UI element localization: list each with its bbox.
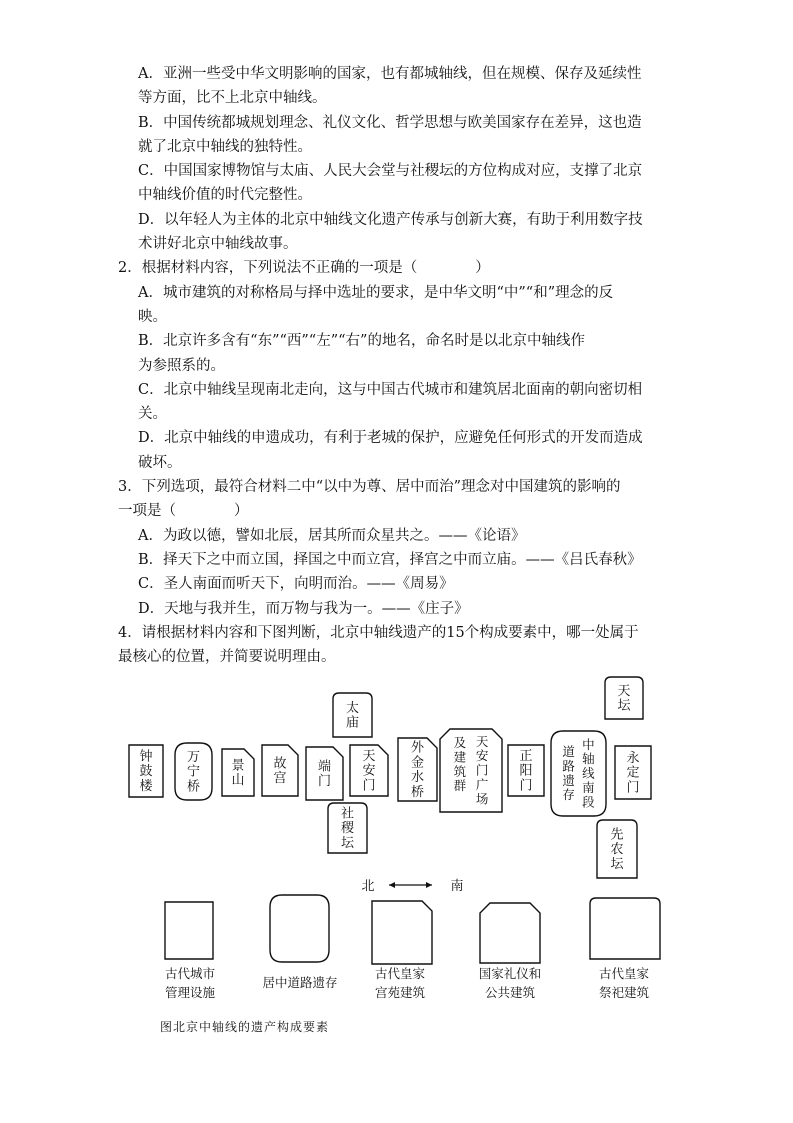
element-tiananmen-label-char: 门 [362, 778, 376, 794]
element-gugong-label-char: 宫 [273, 771, 287, 787]
legend-item-palace [372, 901, 432, 1000]
heritage-elements [129, 677, 651, 878]
element-guangchang-col1-char: 场 [475, 791, 489, 807]
element-nanduan-col1-char: 轴 [582, 751, 595, 767]
legend-label-road-line1: 居中道路遗存 [262, 975, 338, 990]
element-zhengyangmen [508, 745, 544, 796]
element-tiantan [605, 677, 643, 719]
element-zhengyangmen-label-char: 阳 [519, 763, 533, 779]
element-wanningqiao-label-char: 万 [186, 749, 201, 765]
element-xiannongtan-label-char: 农 [610, 842, 624, 858]
element-xiannongtan-label-char: 先 [610, 827, 624, 843]
q1-option-b-line2: 就了北京中轴线的独特性。 [138, 138, 312, 155]
q1-option-b-line1: B．中国传统都城规划理念、礼仪文化、哲学思想与欧美国家存在差异，这也造 [138, 114, 642, 131]
element-tiananmen-label-char: 天 [362, 748, 376, 764]
arrow-head-north [389, 882, 395, 888]
element-yongdingmen-label-char: 定 [626, 765, 640, 781]
element-waijinshuiqiao-label-char: 水 [410, 770, 425, 786]
element-duanmen-label-char: 端 [317, 759, 332, 775]
element-shejitan-label-char: 社 [340, 806, 355, 822]
element-nanduan-col1-char: 南 [582, 779, 595, 795]
legend-label-palace-line1: 古代皇家 [374, 966, 426, 981]
element-yongdingmen-label-char: 永 [626, 750, 640, 766]
legend-item-road [262, 895, 337, 990]
legend-swatch-road [270, 895, 329, 962]
element-nanduan-shape [551, 731, 606, 816]
element-wanningqiao [175, 743, 212, 800]
q3-stem-line1: 3．下列选项，最符合材料二中“以中为尊、居中而治”理念对中国建筑的影响的 [118, 479, 621, 496]
element-nanduan-col2-char: 道 [562, 744, 575, 759]
diagram-caption: 图北京中轴线的遗产构成要素 [160, 1020, 330, 1034]
element-wanningqiao-label-char: 桥 [186, 779, 201, 795]
element-duanmen [306, 747, 343, 800]
element-shejitan-label-char: 稷 [340, 821, 355, 837]
element-zhonggulou-label-char: 楼 [139, 779, 153, 795]
direction-south: 南 [450, 879, 464, 894]
direction-indicator [361, 878, 463, 894]
element-zhonggulou-label-char: 钟 [139, 749, 153, 765]
legend-swatch-palace [372, 901, 432, 964]
element-taimiao-label-char: 太 [345, 700, 360, 716]
element-guangchang-col1-char: 安 [475, 748, 489, 764]
q2-option-a-line2: 映。 [138, 308, 167, 325]
element-waijinshuiqiao-label-char: 金 [410, 755, 425, 771]
element-nanduan-col1-char: 线 [582, 765, 595, 781]
element-jingshan-label-char: 景 [231, 758, 245, 774]
q3-option-d: D．天地与我并生，而万物与我为一。——《庄子》 [138, 600, 469, 617]
element-guangchang-col2-char: 群 [453, 778, 467, 794]
element-guangchang-col1-char: 门 [475, 762, 489, 778]
element-shejitan [328, 803, 367, 853]
element-nanduan-col1-char: 中 [582, 736, 595, 752]
q1-option-d-line2: 术讲好北京中轴线故事。 [138, 236, 298, 253]
element-guangchang-col2-char: 及 [453, 735, 467, 750]
q2-option-d-line1: D．北京中轴线的申遗成功，有利于老城的保护，应避免任何形式的开发而造成 [138, 430, 643, 447]
element-zhonggulou [129, 745, 163, 797]
element-guangchang-shape [440, 729, 502, 812]
element-gugong-label-char: 故 [273, 756, 287, 772]
element-zhengyangmen-label-char: 正 [519, 748, 533, 764]
diagram-legend [165, 895, 660, 1000]
legend-label-public-line2: 公共建筑 [484, 985, 536, 1000]
element-tiantan-label-char: 天 [617, 683, 631, 699]
q2-stem: 2．根据材料内容，下列说法不正确的一项是（ ） [118, 260, 490, 277]
legend-label-city-line1: 古代城市 [164, 966, 216, 981]
element-yongdingmen-label-char: 门 [626, 780, 640, 796]
element-shejitan-label-char: 坛 [340, 836, 355, 852]
direction-north: 北 [361, 879, 375, 894]
q2-option-a-line1: A．城市建筑的对称格局与择中选址的要求，是中华文明“中”“和”理念的反 [138, 284, 614, 301]
element-zhonggulou-label-char: 鼓 [139, 764, 153, 780]
element-guangchang-col2-char: 建 [453, 749, 467, 765]
element-taimiao-label-char: 庙 [345, 715, 360, 731]
element-tiananmen-label-char: 安 [362, 763, 376, 779]
q1-option-a-line1: A．亚洲一些受中华文明影响的国家，也有都城轴线，但在规模、保存及延续性 [138, 66, 642, 82]
q3-option-a: A．为政以德，譬如北辰，居其所而众星共之。——《论语》 [138, 527, 526, 544]
element-gugong [262, 745, 298, 796]
element-nanduan-col1-char: 段 [582, 794, 595, 810]
q4-stem-line1: 4．请根据材料内容和下图判断，北京中轴线遗产的15个构成要素中，哪一处属于 [118, 624, 639, 641]
element-guangchang-col2-char: 筑 [453, 763, 467, 779]
element-nanduan-col2-char: 存 [562, 787, 575, 803]
q3-option-b: B．择天下之中而立国，择国之中而立宫，择宫之中而立庙。——《吕氏春秋》 [138, 551, 642, 568]
legend-label-palace-line2: 宫苑建筑 [374, 985, 426, 1000]
legend-label-city-line2: 管理设施 [164, 985, 216, 1000]
q2-option-b-line1: B．北京许多含有“东”“西”“左”“右”的地名，命名时是以北京中轴线作 [138, 333, 585, 350]
element-nanduan [551, 731, 606, 816]
element-guangchang [440, 729, 502, 812]
element-xiannongtan [597, 820, 637, 878]
element-taimiao [333, 693, 372, 737]
arrow-head-south [426, 882, 432, 888]
q2-option-c-line2: 关。 [138, 406, 167, 423]
element-waijinshuiqiao [398, 738, 437, 801]
q1-option-c-line1: C．中国国家博物馆与太庙、人民大会堂与社稷坛的方位构成对应，支撑了北京 [138, 163, 643, 180]
q2-option-b-line2: 为参照系的。 [138, 357, 225, 374]
q1-option-a-line2: 等方面，比不上北京中轴线。 [138, 90, 327, 107]
element-tiantan-label-char: 坛 [617, 698, 631, 714]
element-jingshan-label-char: 山 [231, 773, 245, 789]
legend-swatch-public [480, 903, 540, 963]
q3-option-c: C．圣人南面而听天下，向明而治。——《周易》 [138, 576, 454, 593]
q1-option-c-line2: 中轴线价值的时代完整性。 [138, 187, 312, 204]
element-wanningqiao-label-char: 宁 [186, 764, 201, 780]
q3-stem-line2: 一项是（ ） [118, 503, 249, 520]
legend-item-public [479, 903, 542, 1000]
q1-option-d-line1: D．以年轻人为主体的北京中轴线文化遗产传承与创新大赛，有助于利用数字技 [138, 211, 643, 228]
element-nanduan-col2-char: 路 [562, 758, 575, 774]
element-guangchang-col1-char: 广 [475, 776, 489, 792]
q4-stem-line2: 最核心的位置，并简要说明理由。 [118, 649, 336, 666]
legend-label-ritual-line1: 古代皇家 [598, 966, 650, 981]
q2-option-c-line1: C．北京中轴线呈现南北走向，这与中国古代城市和建筑居北面南的朝向密切相 [138, 381, 643, 398]
q2-option-d-line2: 破坏。 [138, 454, 182, 471]
element-yongdingmen [615, 746, 651, 799]
element-waijinshuiqiao-label-char: 桥 [410, 785, 425, 801]
element-nanduan-col2-char: 遗 [562, 772, 575, 788]
element-waijinshuiqiao-label-char: 外 [410, 740, 425, 756]
element-zhengyangmen-label-char: 门 [519, 778, 533, 794]
legend-item-city [165, 902, 216, 1000]
element-jingshan [222, 749, 254, 796]
element-tiananmen [350, 745, 388, 796]
legend-label-ritual-line2: 祭祀建筑 [598, 985, 650, 1000]
legend-swatch-ritual [590, 898, 660, 959]
legend-item-ritual [590, 898, 660, 1000]
element-duanmen-label-char: 门 [317, 774, 332, 790]
element-xiannongtan-label-char: 坛 [610, 857, 624, 873]
legend-label-public-line1: 国家礼仪和 [478, 966, 542, 981]
element-guangchang-col1-char: 天 [475, 733, 489, 749]
legend-swatch-city [165, 902, 213, 959]
